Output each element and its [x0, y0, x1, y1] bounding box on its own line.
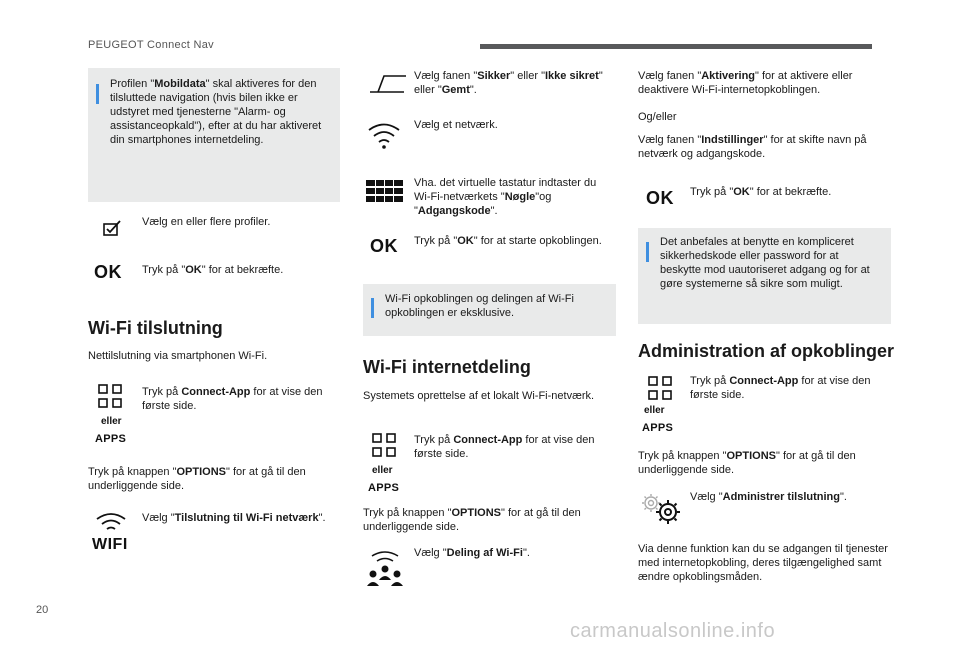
step-select-profile: Vælg en eller flere profiler. — [142, 216, 271, 228]
eller-label: eller — [372, 465, 393, 476]
info-icon — [96, 84, 99, 104]
step-options: Tryk på knappen "OPTIONS" for at gå til den underliggende side. — [88, 466, 306, 492]
ok-icon: OK — [370, 236, 398, 256]
step-ok-start: Tryk på "OK" for at starte opkoblingen. — [414, 235, 602, 247]
eller-label: eller — [644, 405, 665, 416]
step-connect-app: Tryk på Connect-App for at vise den første side. — [414, 434, 595, 460]
info-text: Det anbefales at benytte en kompliceret sikkerhedskode eller password for at beskytte mod uautoriseret adgang og for at gøre systemerne så sikre som muligt. — [660, 236, 870, 290]
info-text: Wi-Fi opkoblingen og delingen af Wi-Fi opkoblingen er eksklusive. — [385, 293, 574, 319]
step-options: Tryk på knappen "OPTIONS" for at gå til den underliggende side. — [363, 507, 581, 533]
wifi-icon-label: WIFI — [92, 536, 128, 553]
select-checkbox-icon — [102, 218, 124, 238]
apps-icon: APPS — [95, 433, 127, 445]
intro-text: Nettilslutning via smartphonen Wi-Fi. — [88, 350, 268, 362]
step-ok-confirm: Tryk på "OK" for at bekræfte. — [690, 186, 832, 198]
apps-grid-icon — [98, 384, 124, 410]
ok-icon: OK — [94, 262, 122, 282]
section-title-wifi-tilslutning: Wi-Fi tilslutning — [88, 318, 223, 338]
step-connect-app: Tryk på Connect-App for at vise den første side. — [690, 375, 871, 401]
gear-settings-icon — [640, 492, 684, 528]
step-ok-confirm: Tryk på "OK" for at bekræfte. — [142, 264, 284, 276]
apps-icon: APPS — [368, 482, 400, 494]
section-title-administration: Administration af opkoblinger — [638, 341, 895, 361]
apps-grid-icon — [372, 433, 398, 459]
info-icon — [646, 242, 649, 262]
header-bar — [480, 44, 872, 49]
step-wifi-connect: Vælg "Tilslutning til Wi-Fi netværk". — [142, 512, 326, 524]
page-number: 20 — [36, 604, 49, 616]
step-options: Tryk på knappen "OPTIONS" for at gå til den underliggende side. — [638, 450, 856, 476]
eller-label: eller — [101, 416, 122, 427]
intro-text: Systemets oprettelse af et lokalt Wi-Fi-netværk. — [363, 390, 595, 402]
wifi-network-icon — [366, 120, 402, 150]
keyboard-icon — [366, 180, 404, 208]
outro-text: Via denne funktion kan du se adgangen til tjenester med internetopkobling, deres tilgængelighed samt ændre opkoblingsmåden. — [638, 543, 888, 583]
step-select-network: Vælg et netværk. — [414, 119, 498, 131]
ok-icon: OK — [646, 188, 674, 208]
section-title-wifi-internetdeling: Wi-Fi internetdeling — [363, 357, 531, 377]
wifi-sharing-icon — [366, 548, 404, 588]
info-box-mobildata — [88, 68, 340, 202]
info-box-security — [638, 228, 891, 324]
step-keyboard-entry: Vha. det virtuelle tastatur indtaster du Wi-Fi-netværkets "Nøgle"og "Adgangskode". — [414, 177, 597, 217]
step-select-tab: Vælg fanen "Sikker" eller "Ikke sikret" eller "Gemt". — [414, 70, 603, 96]
step-activation: Vælg fanen "Aktivering" for at aktivere eller deaktivere Wi-Fi-internetopkoblingen. — [638, 70, 853, 96]
running-header: PEUGEOT Connect Nav — [88, 39, 214, 51]
apps-grid-icon — [648, 376, 674, 402]
step-wifi-sharing: Vælg "Deling af Wi-Fi". — [414, 547, 530, 559]
wifi-signal-icon — [94, 510, 128, 532]
tabs-icon — [368, 72, 408, 96]
info-icon — [371, 298, 374, 318]
step-manage-connection: Vælg "Administrer tilslutning". — [690, 491, 847, 503]
info-text: Profilen "Mobildata" skal aktiveres for den tilsluttede navigation (hvis bilen ikke er udstyret med tjenesterne "Alarm- og assistanceopkald"), efter at du har aktiveret din smartphones internetdeling. — [110, 78, 322, 146]
step-settings: Vælg fanen "Indstillinger" for at skifte navn på netværk og adgangskode. — [638, 134, 867, 160]
step-connect-app: Tryk på Connect-App for at vise den første side. — [142, 386, 323, 412]
info-box-exclusive — [363, 284, 616, 336]
og-eller-label: Og/eller — [638, 111, 677, 123]
apps-icon: APPS — [642, 422, 674, 434]
watermark: carmanualsonline.info — [570, 620, 776, 642]
